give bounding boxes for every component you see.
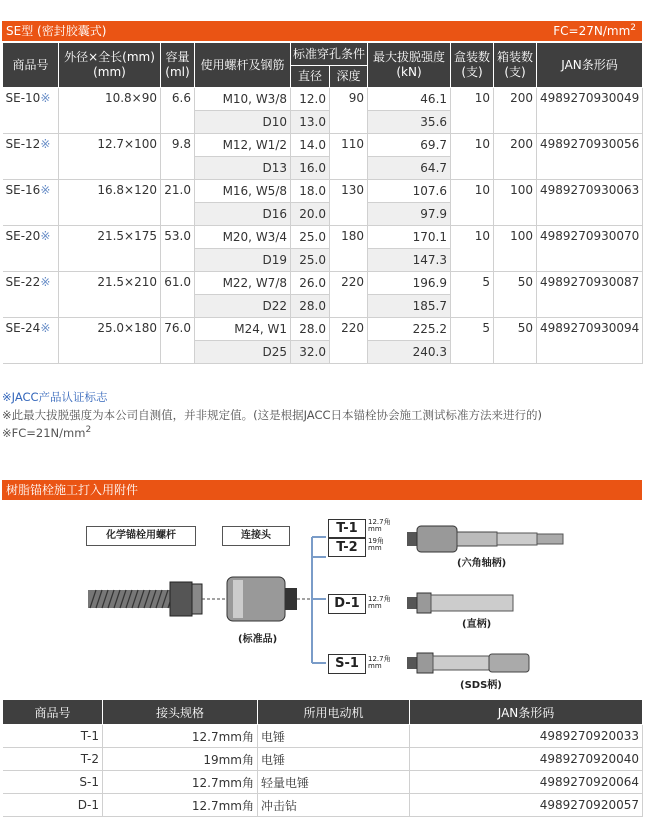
model-text: SE-10 xyxy=(5,91,41,105)
cell-bar: D19 xyxy=(195,249,291,272)
model-text: SE-24 xyxy=(5,321,41,335)
size-t2-num: 19 xyxy=(368,537,377,545)
size-d1-num: 12.7 xyxy=(368,595,384,603)
cell-bar-force: 147.3 xyxy=(368,249,451,272)
se-spec-table xyxy=(2,42,643,364)
cell-model xyxy=(3,226,59,272)
cell-bar: D25 xyxy=(195,341,291,364)
cell-size: 21.5×175 xyxy=(59,226,161,272)
label-straight-shank: (直柄) xyxy=(462,619,492,630)
cell-box: 10 xyxy=(451,88,494,134)
cell-dia: 14.0 xyxy=(291,134,330,157)
label-bolt: 化学锚栓用螺杆 xyxy=(86,526,196,546)
col-size xyxy=(59,43,161,88)
col-case-main: 箱装数 xyxy=(497,50,534,64)
fc-sup: 2 xyxy=(630,23,636,33)
cell2-model: S-1 xyxy=(3,771,103,794)
cell2-spec: 12.7mm角 xyxy=(103,794,258,817)
cell-bolt: M20, W3/4 xyxy=(195,226,291,249)
col-hole: 标准穿孔条件 xyxy=(291,43,368,66)
cell2-tool: 电锤 xyxy=(258,725,410,748)
col-box-main: 盒装数 xyxy=(454,50,491,64)
col2-tool: 所用电动机 xyxy=(258,700,410,725)
size-s1-num: 12.7 xyxy=(368,655,384,663)
cell-bar-dia: 25.0 xyxy=(291,249,330,272)
cell-vol: 9.8 xyxy=(161,134,195,180)
size-t2 xyxy=(368,538,384,552)
label-hex-shank: (六角轴柄) xyxy=(457,558,507,569)
cell2-jan: 4989270920033 xyxy=(410,725,643,748)
table-row xyxy=(3,272,643,295)
badge-t2: T-2 xyxy=(328,538,366,557)
cell-bolt: M12, W1/2 xyxy=(195,134,291,157)
cell-depth: 130 xyxy=(330,180,368,226)
col-vol-unit: (ml) xyxy=(165,65,190,79)
cell-jan: 4989270930056 xyxy=(537,134,643,180)
cell-jan: 4989270930094 xyxy=(537,318,643,364)
cell-vol: 21.0 xyxy=(161,180,195,226)
cell-case: 200 xyxy=(494,134,537,180)
col-bolt: 使用螺杆及钢筋 xyxy=(195,43,291,88)
size-t1-unit: mm xyxy=(368,525,382,533)
col-jan: JAN条形码 xyxy=(537,43,643,88)
col2-model: 商品号 xyxy=(3,700,103,725)
cell-model xyxy=(3,88,59,134)
size-t1-angle: 角 xyxy=(383,518,391,526)
badge-d1: D-1 xyxy=(328,594,366,614)
section-title: SE型 (密封胶囊式) xyxy=(6,24,107,38)
size-t1 xyxy=(368,519,391,533)
cell-jan: 4989270930070 xyxy=(537,226,643,272)
cell-bar-dia: 16.0 xyxy=(291,157,330,180)
cell2-model: T-2 xyxy=(3,748,103,771)
model-text: SE-12 xyxy=(5,137,41,151)
straight-shank-bit xyxy=(407,593,513,613)
table-row xyxy=(3,771,643,794)
note-fc-text: ※FC=21N/mm xyxy=(2,426,86,440)
cell2-model: T-1 xyxy=(3,725,103,748)
col-force xyxy=(368,43,451,88)
col-box-unit: (支) xyxy=(461,65,483,79)
cell-bolt: M22, W7/8 xyxy=(195,272,291,295)
cell-bar-force: 35.6 xyxy=(368,111,451,134)
table-row xyxy=(3,725,643,748)
jacc-mark: ※ xyxy=(40,183,51,197)
cell2-spec: 12.7mm角 xyxy=(103,725,258,748)
col-box xyxy=(451,43,494,88)
cell-model xyxy=(3,318,59,364)
cell-bar-force: 64.7 xyxy=(368,157,451,180)
model-text: SE-16 xyxy=(5,183,41,197)
table-row xyxy=(3,134,643,157)
size-s1 xyxy=(368,656,391,670)
cell-bolt: M24, W1 xyxy=(195,318,291,341)
cell-depth: 220 xyxy=(330,272,368,318)
cell2-spec: 19mm角 xyxy=(103,748,258,771)
cell-dia: 26.0 xyxy=(291,272,330,295)
cell-box: 5 xyxy=(451,318,494,364)
fc-label xyxy=(553,21,636,41)
table-row xyxy=(3,748,643,771)
cell-dia: 25.0 xyxy=(291,226,330,249)
cell2-model: D-1 xyxy=(3,794,103,817)
cell-bar-dia: 32.0 xyxy=(291,341,330,364)
diagram-svg xyxy=(2,502,642,698)
fc-text: FC=27N/mm xyxy=(553,24,631,38)
jacc-mark: ※ xyxy=(40,137,51,151)
cell-bar: D22 xyxy=(195,295,291,318)
cell-model xyxy=(3,272,59,318)
cell-force: 107.6 xyxy=(368,180,451,203)
badge-s1: S-1 xyxy=(328,654,366,674)
cell-box: 10 xyxy=(451,134,494,180)
model-text: SE-20 xyxy=(5,229,41,243)
col-size-main: 外径×全长(mm) xyxy=(64,50,155,64)
cell-force: 196.9 xyxy=(368,272,451,295)
size-t2-angle: 角 xyxy=(376,537,384,545)
cell-force: 46.1 xyxy=(368,88,451,111)
cell2-jan: 4989270920040 xyxy=(410,748,643,771)
table-row xyxy=(3,226,643,249)
cell-bolt: M10, W3/8 xyxy=(195,88,291,111)
cell2-tool: 电锤 xyxy=(258,748,410,771)
cell-jan: 4989270930049 xyxy=(537,88,643,134)
cell-bar-force: 240.3 xyxy=(368,341,451,364)
notes xyxy=(2,388,542,442)
cell2-tool: 轻量电锤 xyxy=(258,771,410,794)
cell-case: 50 xyxy=(494,318,537,364)
cell-size: 21.5×210 xyxy=(59,272,161,318)
cell-depth: 90 xyxy=(330,88,368,134)
cell-depth: 220 xyxy=(330,318,368,364)
cell-dia: 12.0 xyxy=(291,88,330,111)
cell-box: 10 xyxy=(451,226,494,272)
col-size-unit: (mm) xyxy=(93,65,126,79)
cell-case: 50 xyxy=(494,272,537,318)
cell-size: 25.0×180 xyxy=(59,318,161,364)
cell-force: 170.1 xyxy=(368,226,451,249)
col2-jan: JAN条形码 xyxy=(410,700,643,725)
jacc-mark: ※ xyxy=(40,275,51,289)
col-depth: 深度 xyxy=(330,66,368,88)
cell-depth: 180 xyxy=(330,226,368,272)
label-socket: 连接头 xyxy=(222,526,290,546)
cell-depth: 110 xyxy=(330,134,368,180)
cell-bar-force: 97.9 xyxy=(368,203,451,226)
cell-dia: 28.0 xyxy=(291,318,330,341)
cell-vol: 61.0 xyxy=(161,272,195,318)
cell2-jan: 4989270920064 xyxy=(410,771,643,794)
cell-bar-dia: 28.0 xyxy=(291,295,330,318)
jacc-mark: ※ xyxy=(40,229,51,243)
label-standard: (标准品) xyxy=(238,634,278,645)
label-sds-shank: (SDS柄) xyxy=(460,680,502,691)
accessory-diagram xyxy=(2,502,642,698)
col-vol-main: 容量 xyxy=(165,50,190,64)
accessories-title: 树脂锚栓施工打入用附件 xyxy=(6,483,139,497)
cell-bar: D16 xyxy=(195,203,291,226)
cell-jan: 4989270930087 xyxy=(537,272,643,318)
cell-force: 69.7 xyxy=(368,134,451,157)
hex-shank-bit xyxy=(407,526,563,552)
col-vol xyxy=(161,43,195,88)
cell2-spec: 12.7mm角 xyxy=(103,771,258,794)
note-jacc: ※JACC产品认证标志 xyxy=(2,390,108,404)
cell-bar: D13 xyxy=(195,157,291,180)
cell-bolt: M16, W5/8 xyxy=(195,180,291,203)
size-d1-unit: mm xyxy=(368,602,382,610)
col-dia: 直径 xyxy=(291,66,330,88)
cell-vol: 76.0 xyxy=(161,318,195,364)
cell-model xyxy=(3,134,59,180)
section-header-accessories xyxy=(2,480,642,500)
cell-box: 10 xyxy=(451,180,494,226)
cell-vol: 6.6 xyxy=(161,88,195,134)
cell-case: 100 xyxy=(494,226,537,272)
size-s1-unit: mm xyxy=(368,662,382,670)
cell-force: 225.2 xyxy=(368,318,451,341)
section-header-se xyxy=(2,21,642,41)
note-test: ※此最大拔脱强度为本公司自测值，并非规定值。(这是根据JACC日本锚栓协会施工测试标准方法来进行的) xyxy=(2,408,543,422)
badge-t1: T-1 xyxy=(328,519,366,538)
table-row xyxy=(3,318,643,341)
table-row xyxy=(3,794,643,817)
cell-bar: D10 xyxy=(195,111,291,134)
jacc-mark: ※ xyxy=(40,91,51,105)
col-case xyxy=(494,43,537,88)
col-case-unit: (支) xyxy=(504,65,526,79)
cell-vol: 53.0 xyxy=(161,226,195,272)
cell-jan: 4989270930063 xyxy=(537,180,643,226)
model-text: SE-22 xyxy=(5,275,41,289)
col2-spec: 接头规格 xyxy=(103,700,258,725)
socket-body xyxy=(227,577,297,621)
tree-lines xyxy=(312,537,326,663)
sds-shank-bit xyxy=(407,653,529,673)
cell-size: 12.7×100 xyxy=(59,134,161,180)
accessory-table xyxy=(2,699,643,817)
size-s1-angle: 角 xyxy=(383,655,391,663)
cell-size: 10.8×90 xyxy=(59,88,161,134)
cell-bar-force: 185.7 xyxy=(368,295,451,318)
jacc-mark: ※ xyxy=(40,321,51,335)
cell-case: 200 xyxy=(494,88,537,134)
cell-size: 16.8×120 xyxy=(59,180,161,226)
table-row xyxy=(3,88,643,111)
note-fc xyxy=(2,424,542,442)
cell-bar-dia: 20.0 xyxy=(291,203,330,226)
cell-case: 100 xyxy=(494,180,537,226)
cell-bar-dia: 13.0 xyxy=(291,111,330,134)
col-force-unit: (kN) xyxy=(396,65,422,79)
cell-dia: 18.0 xyxy=(291,180,330,203)
table-row xyxy=(3,180,643,203)
cell2-tool: 冲击钻 xyxy=(258,794,410,817)
cell2-jan: 4989270920057 xyxy=(410,794,643,817)
cell-model xyxy=(3,180,59,226)
threaded-rod xyxy=(88,582,202,616)
cell-box: 5 xyxy=(451,272,494,318)
size-t2-unit: mm xyxy=(368,544,382,552)
size-d1-angle: 角 xyxy=(383,595,391,603)
size-t1-num: 12.7 xyxy=(368,518,384,526)
col-model: 商品号 xyxy=(3,43,59,88)
size-d1 xyxy=(368,596,391,610)
note-fc-sup: 2 xyxy=(85,425,92,435)
col-force-main: 最大拔脱强度 xyxy=(373,50,446,64)
